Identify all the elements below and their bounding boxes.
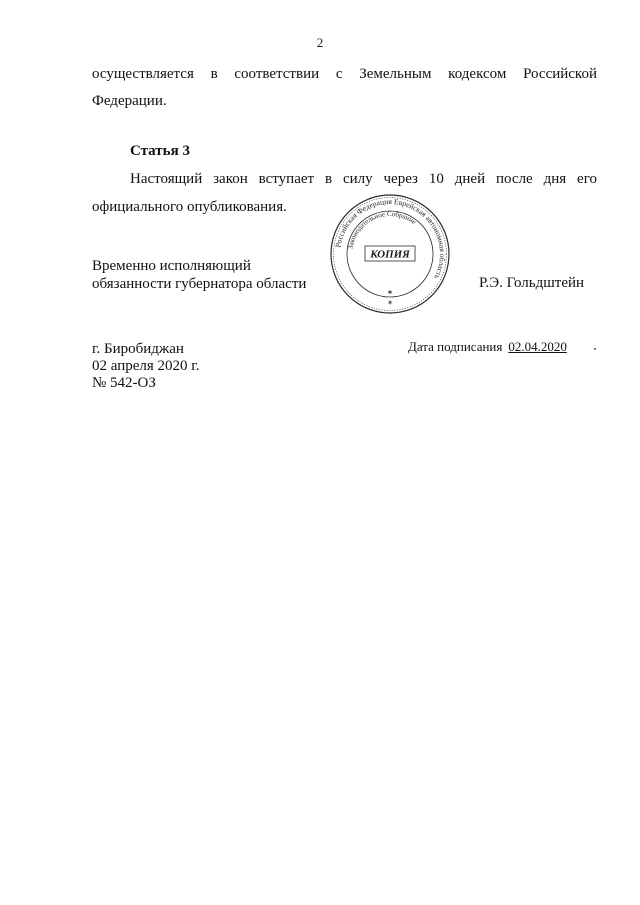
signing-date-value: 02.04.2020 bbox=[508, 339, 567, 354]
city: г. Биробиджан bbox=[92, 341, 184, 357]
seal-graphic bbox=[329, 193, 451, 315]
signer-title-line-1: Временно исполняющий bbox=[92, 258, 251, 274]
official-seal bbox=[329, 193, 451, 315]
signer-title bbox=[92, 257, 306, 293]
seal-star-icon-lower: ✶ bbox=[387, 299, 393, 307]
seal-outer-text: Российская Федерация Еврейская автономная область bbox=[333, 196, 448, 281]
page-number: 2 bbox=[316, 35, 324, 50]
seal-inner-text: Законодательное Собрание bbox=[346, 209, 418, 250]
signing-date-label: Дата подписания bbox=[408, 339, 503, 354]
seal-stamp-label: КОПИЯ bbox=[370, 248, 410, 261]
law-number: № 542-ОЗ bbox=[92, 375, 156, 391]
seal-star-icon: ✶ bbox=[386, 288, 394, 297]
signing-date bbox=[408, 339, 567, 355]
signer-title-line-2: обязанности губернатора области bbox=[92, 276, 307, 292]
article-heading: Статья 3 bbox=[130, 143, 190, 159]
signer-name: Р.Э. Гольдштейн bbox=[479, 275, 585, 291]
article-text-line-1: Настоящий закон вступает в силу через 10 дней после дня его bbox=[130, 171, 597, 187]
law-date: 02 апреля 2020 г. bbox=[92, 358, 200, 374]
article-text-line-2: официального опубликования. bbox=[92, 199, 287, 215]
paragraph-line-2: Федерации. bbox=[92, 93, 167, 109]
stray-dot bbox=[594, 348, 596, 350]
place-date-number bbox=[92, 341, 200, 392]
paragraph-line-1: осуществляется в соответствии с Земельным кодексом Российской bbox=[92, 66, 597, 82]
